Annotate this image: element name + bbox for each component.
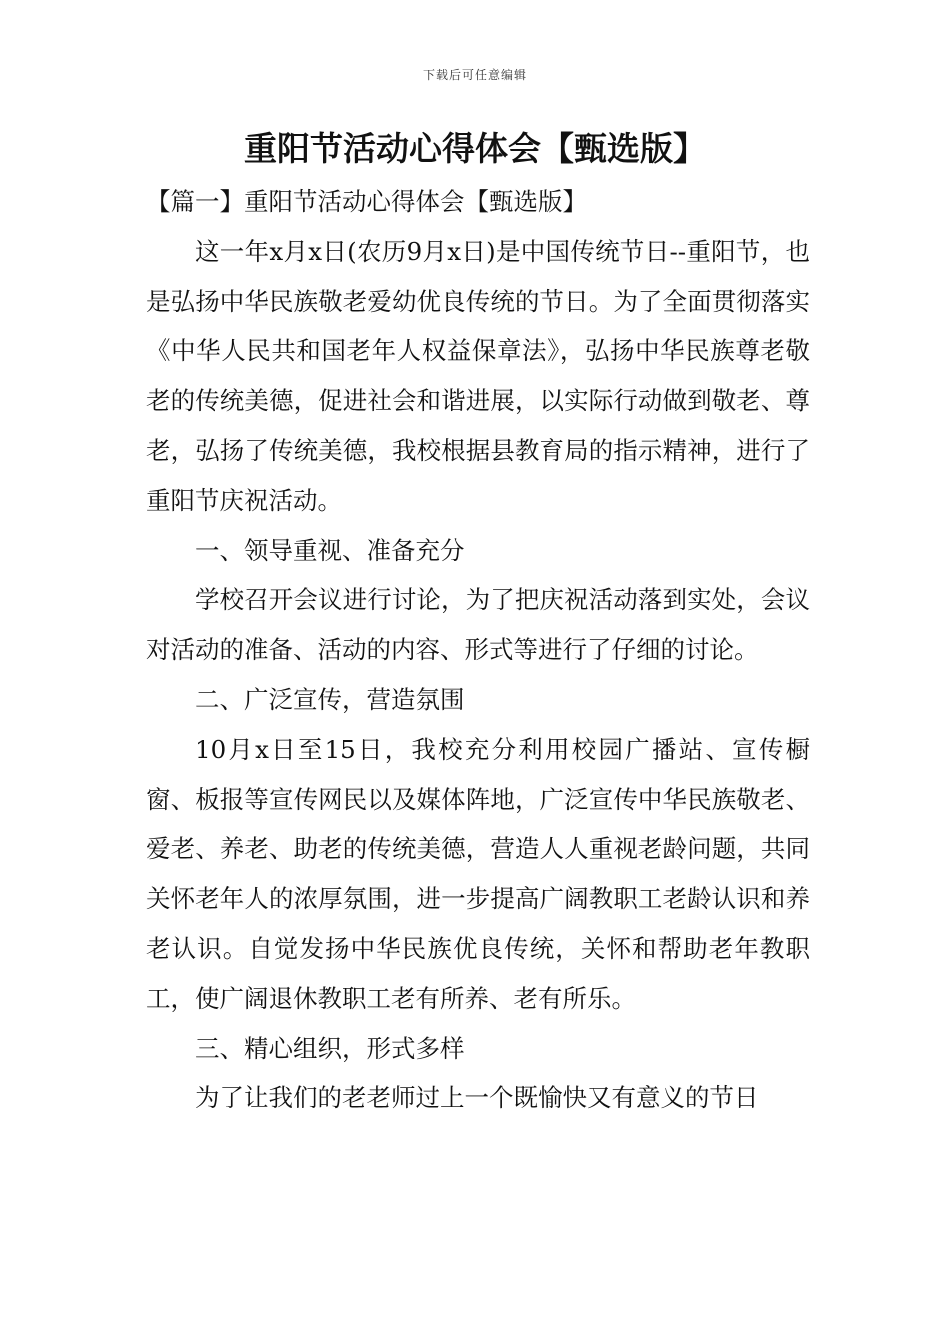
paragraph-1: 学校召开会议进行讨论，为了把庆祝活动落到实处，会议对活动的准备、活动的内容、形式等进行了仔细的讨论。 xyxy=(146,585,810,665)
section-heading-2: 二、广泛宣传，营造氛围 xyxy=(195,684,465,714)
document-body xyxy=(146,177,810,1123)
paragraph-3: 为了让我们的老老师过上一个既愉快又有意义的节日 xyxy=(195,1083,759,1113)
document-title: 重阳节活动心得体会【甄选版】 xyxy=(244,129,706,168)
header-note: 下载后可任意编辑 xyxy=(422,68,527,82)
section-heading-3: 三、精心组织，形式多样 xyxy=(195,1033,465,1063)
paragraph-2: 10月x日至15日，我校充分利用校园广播站、宣传橱窗、板报等宣传网民以及媒体阵地，广泛宣传中华民族敬老、爱老、养老、助老的传统美德，营造人人重视老龄问题，共同关怀老年人的浓厚氛围，进一步提高广阔教职工老龄认识和养老认识。自觉发扬中华民族优良传统，关怀和帮助老年教职工，使广阔退休教职工老有所养、老有所乐。 xyxy=(146,734,810,1013)
section-heading-1: 一、领导重视、准备充分 xyxy=(195,535,465,565)
paragraph-intro: 这一年x月x日(农历9月x日)是中国传统节日--重阳节，也是弘扬中华民族敬老爱幼优良传统的节日。为了全面贯彻落实《中华人民共和国老年人权益保章法》，弘扬中华民族尊老敬老的传统美德，促进社会和谐进展，以实际行动做到敬老、尊老，弘扬了传统美德，我校根据县教育局的指示精神，进行了重阳节庆祝活动。 xyxy=(146,236,810,515)
section-label: 【篇一】重阳节活动心得体会【甄选版】 xyxy=(146,187,587,216)
